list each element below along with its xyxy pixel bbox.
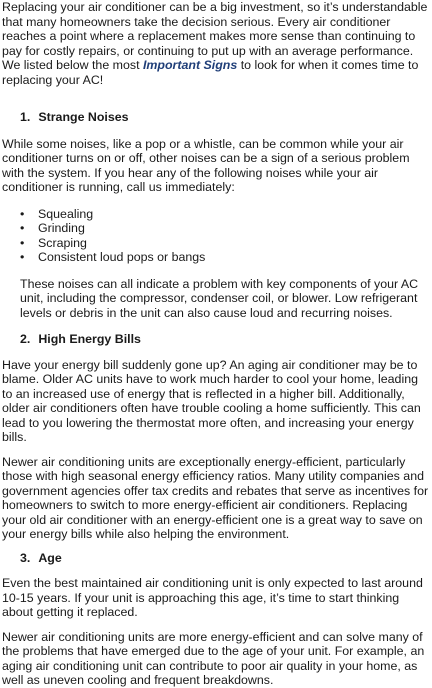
list-item-label: Grinding [38,221,85,235]
section-heading-high-energy-bills [2,332,430,347]
section-heading-age [2,551,430,566]
intro-paragraph [2,0,430,87]
section-number: 3. [20,550,31,565]
list-item-label: Scraping [38,235,87,250]
section-number: 1. [20,110,31,124]
section-title: Strange Noises [38,110,129,124]
list-item [20,221,430,236]
section-number: 2. [20,332,31,346]
section-title: High Energy Bills [38,332,141,346]
list-item [20,207,430,222]
list-item [20,250,430,265]
list-item [20,236,430,251]
important-signs-emphasis: Important Signs [142,58,238,72]
section-paragraph: While some noises, like a pop or a whistle, can be common while your air conditioner turns on or off, other noises can be a sign of a serious problem with the system. If you hear any of the following noises while your air conditioner is running, call us immediately: [2,136,410,194]
bullet-icon: • [20,221,25,235]
bullet-icon: • [20,235,25,250]
list-item-label: Squealing [38,206,94,221]
bullet-icon: • [20,206,25,221]
section-heading-strange-noises [2,110,430,125]
section-title: Age [38,550,62,565]
noise-list [2,207,430,265]
section-followup-paragraph: These noises can all indicate a problem with key components of your AC unit, including the compressor, condenser coil, or blower. Low refrigerant levels or debris in the unit can also cause loud and recurring noises. [20,276,419,320]
section-paragraph: Newer air conditioning units are more energy-efficient and can solve many of the problems that have emerged due to the age of your unit. For example, an aging air conditioning unit can contribute to poor air quality in your home, as well as uneven cooling and frequent breakdowns. [2,629,425,687]
section-paragraph: Newer air conditioning units are exceptionally energy-efficient, particularly those with high seasonal energy efficiency ratios. Many utility companies and government agencies offer tax credits and rebates that serve as incentives for homeowners to switch to more energy-efficient air conditioners. Replacing your old air conditioner with an energy-efficient one is a great way to save on your energy bills while also helping the environment. [2,454,429,541]
section-paragraph: Have your energy bill suddenly gone up? An aging air conditioner may be to blame. Older AC units have to work much harder to cool your home, leading to an increased use of energy that is reflected in a higher bill. Additionally, older air conditioners often have trouble cooling a home sufficiently. This can lead to you lowering the thermostat more often, and increasing your energy bills. [2,357,421,444]
list-item-label: Consistent loud pops or bangs [38,250,206,264]
intro-text-before: Replacing your air conditioner can be a big investment, so it’s understandable that many homeowners take the decision serious. Every air conditioner reaches a point where a replacement makes more sense than continuing to pay for costly repairs, or continuing to put up with an average performance. We listed below the most [2,0,428,72]
bullet-icon: • [20,250,25,264]
intro-text-after: to look for when it comes time to replacing your AC! [2,58,419,87]
section-paragraph: Even the best maintained air conditioning unit is only expected to last around 10-15 years. If your unit is approaching this age, it’s time to start thinking about getting it replaced. [2,576,423,619]
